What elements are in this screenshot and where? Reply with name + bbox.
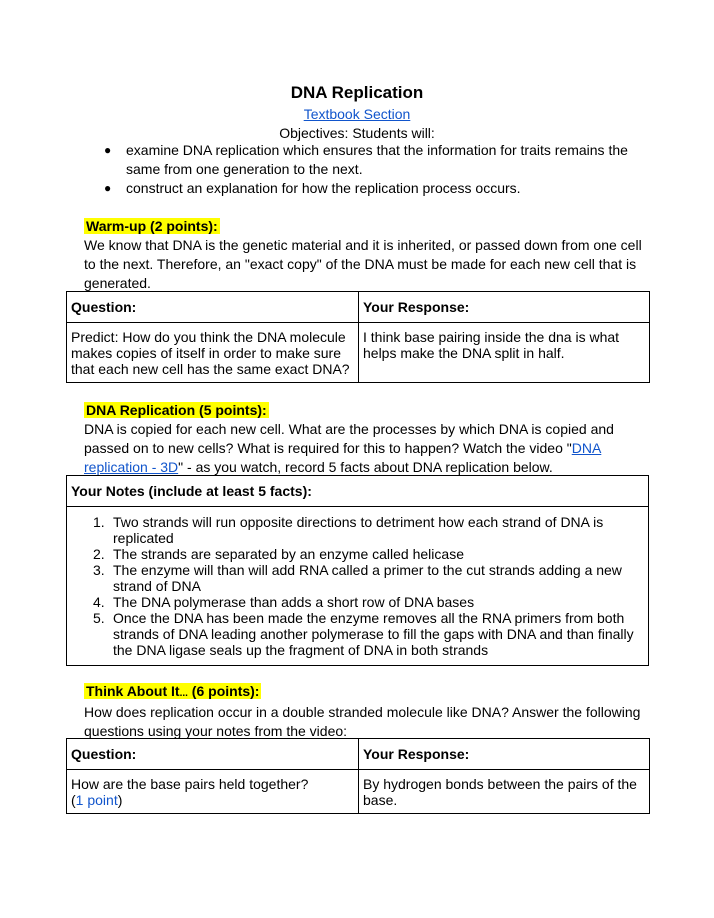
- notes-header: Your Notes (include at least 5 facts):: [67, 476, 649, 507]
- objective-text: construct an explanation for how the replication process occurs.: [126, 180, 521, 196]
- objective-item: [100, 179, 640, 198]
- note-item: [71, 594, 644, 610]
- textbook-section-link-wrap: [0, 105, 714, 124]
- note-number: 1.: [93, 514, 105, 530]
- replication-section: [84, 401, 649, 477]
- think-heading-dots: ...: [179, 688, 188, 699]
- note-text: Two strands will run opposite directions to detriment how each strand of DNA is replicated: [113, 514, 604, 546]
- video-link[interactable]: DNA replication - 3D: [84, 440, 602, 475]
- think-heading-main: Think About It: [86, 683, 180, 699]
- note-item: [71, 562, 644, 594]
- note-item: [71, 514, 644, 546]
- note-text: The DNA polymerase than adds a short row of DNA bases: [113, 594, 475, 610]
- note-text: The strands are separated by an enzyme called helicase: [113, 546, 464, 562]
- objectives-title: Objectives: Students will:: [279, 125, 435, 141]
- replication-heading: DNA Replication (5 points):: [86, 402, 267, 418]
- note-text: The enzyme will than will add RNA called a primer to the cut strands adding a new strand of DNA: [113, 562, 622, 594]
- note-number: 3.: [93, 562, 105, 578]
- notes-table: [66, 475, 649, 666]
- objective-item: [100, 141, 640, 179]
- note-number: 5.: [93, 610, 105, 626]
- think-response-header: Your Response:: [359, 739, 650, 770]
- think-heading-points: (6 points):: [187, 683, 260, 699]
- points-value: 1 point: [75, 792, 118, 808]
- think-table: [66, 738, 650, 814]
- warmup-question: Predict: How do you think the DNA molecule makes copies of itself in order to make sure that each new cell has the same exact DNA?: [67, 323, 359, 383]
- warmup-section: [84, 217, 649, 293]
- think-question-points: (1 point): [71, 792, 123, 808]
- think-question-cell: [67, 770, 359, 814]
- think-heading: [84, 683, 261, 699]
- think-question: How are the base pairs held together?: [71, 776, 309, 792]
- note-text: Once the DNA has been made the enzyme removes all the RNA primers from both strands of DNA leading another polymerase to fill the gaps with DNA and than finally the DNA ligase seals up the fragment of DNA in both strands: [113, 610, 634, 658]
- notes-cell[interactable]: [67, 507, 649, 666]
- replication-text: [84, 420, 649, 477]
- bullet-icon: ●: [104, 181, 112, 195]
- note-number: 2.: [93, 546, 105, 562]
- think-question-header: Question:: [67, 739, 359, 770]
- warmup-response-header: Your Response:: [359, 292, 650, 323]
- warmup-heading: Warm-up (2 points):: [86, 218, 218, 234]
- objectives-list: [100, 141, 640, 198]
- notes-list: [71, 514, 644, 658]
- replication-text-before: DNA is copied for each new cell. What are the processes by which DNA is copied and passed on to new cells? What is required for this to happen? Watch the video ": [84, 421, 614, 456]
- note-number: 4.: [93, 594, 105, 610]
- textbook-section-link[interactable]: Textbook Section: [303, 106, 411, 122]
- objective-text: examine DNA replication which ensures that the information for traits remains the same from one generation to the next.: [126, 142, 628, 177]
- think-text: How does replication occur in a double stranded molecule like DNA? Answer the following questions using your notes from the video:: [84, 704, 641, 739]
- think-section: [84, 682, 649, 741]
- page-title: DNA Replication: [290, 83, 424, 102]
- warmup-text: We know that DNA is the genetic material and it is inherited, or passed down from one cell to the next. Therefore, an "exact copy" of the DNA must be made for each new cell that is generated.: [84, 237, 642, 291]
- warmup-response[interactable]: I think base pairing inside the dna is what helps make the DNA split in half.: [359, 323, 650, 383]
- note-item: [71, 546, 644, 562]
- warmup-question-header: Question:: [67, 292, 359, 323]
- warmup-table: [66, 291, 650, 383]
- replication-text-after: " - as you watch, record 5 facts about DNA replication below.: [178, 459, 553, 475]
- think-response[interactable]: By hydrogen bonds between the pairs of the base.: [359, 770, 650, 814]
- note-item: [71, 610, 644, 658]
- bullet-icon: ●: [104, 143, 112, 157]
